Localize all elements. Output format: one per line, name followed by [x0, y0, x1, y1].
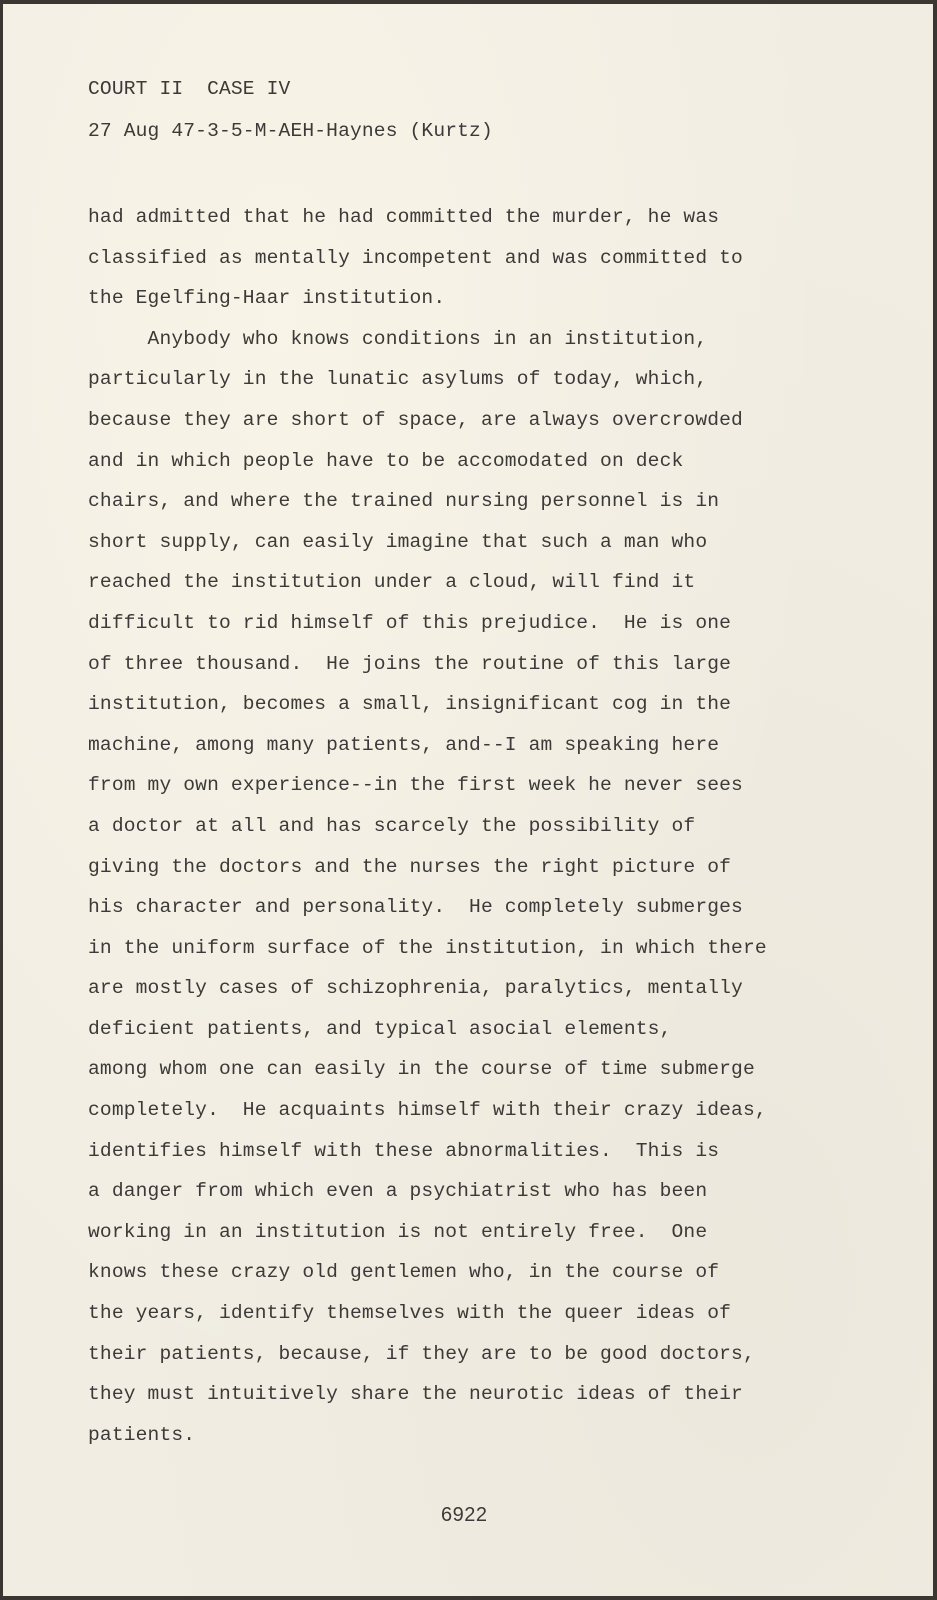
body-line: are mostly cases of schizophrenia, paralytics, mentally: [88, 977, 743, 1000]
body-line: patients.: [88, 1423, 196, 1446]
body-line: in the uniform surface of the institution, in which there: [88, 936, 767, 959]
body-line: they must intuitively share the neurotic ideas of their: [88, 1383, 743, 1406]
body-line: chairs, and where the trained nursing personnel is in: [88, 490, 720, 513]
body-line: short supply, can easily imagine that such a man who: [88, 530, 708, 553]
body-line: giving the doctors and the nurses the right picture of: [88, 855, 732, 878]
body-line: knows these crazy old gentlemen who, in the course of: [88, 1261, 720, 1284]
body-line: machine, among many patients, and--I am speaking here: [88, 733, 720, 756]
body-line: classified as mentally incompetent and was committed to: [88, 246, 743, 269]
body-line: among whom one can easily in the course of time submerge: [88, 1058, 755, 1081]
body-line: had admitted that he had committed the murder, he was: [88, 206, 720, 228]
body-line: their patients, because, if they are to be good doctors,: [88, 1342, 755, 1365]
session-reference-line: 27 Aug 47-3-5-M-AEH-Haynes (Kurtz): [88, 120, 493, 142]
body-line: particularly in the lunatic asylums of today, which,: [88, 368, 708, 391]
body-line: and in which people have to be accomodated on deck: [88, 449, 684, 472]
document-body: [88, 204, 767, 1462]
body-line: completely. He acquaints himself with their crazy ideas,: [88, 1099, 767, 1122]
body-line: Anybody who knows conditions in an institution,: [88, 327, 708, 350]
page-number: 6922: [441, 1504, 488, 1526]
body-line: his character and personality. He completely submerges: [88, 896, 743, 919]
body-line: institution, becomes a small, insignificant cog in the: [88, 693, 732, 716]
body-line: a doctor at all and has scarcely the possibility of: [88, 814, 696, 837]
body-line: difficult to rid himself of this prejudice. He is one: [88, 611, 732, 634]
body-line: working in an institution is not entirely free. One: [88, 1220, 708, 1243]
body-line: the years, identify themselves with the queer ideas of: [88, 1302, 732, 1325]
body-line: reached the institution under a cloud, will find it: [88, 571, 696, 594]
body-line: identifies himself with these abnormalities. This is: [88, 1139, 720, 1162]
document-page: [3, 4, 933, 1596]
body-line: of three thousand. He joins the routine of this large: [88, 652, 732, 675]
body-line: from my own experience--in the first week he never sees: [88, 774, 743, 797]
body-line: deficient patients, and typical asocial elements,: [88, 1017, 672, 1040]
court-case-header: COURT II CASE IV: [88, 78, 291, 100]
body-line: a danger from which even a psychiatrist who has been: [88, 1180, 708, 1203]
body-line: the Egelfing-Haar institution.: [88, 287, 446, 310]
body-line: because they are short of space, are always overcrowded: [88, 408, 743, 431]
